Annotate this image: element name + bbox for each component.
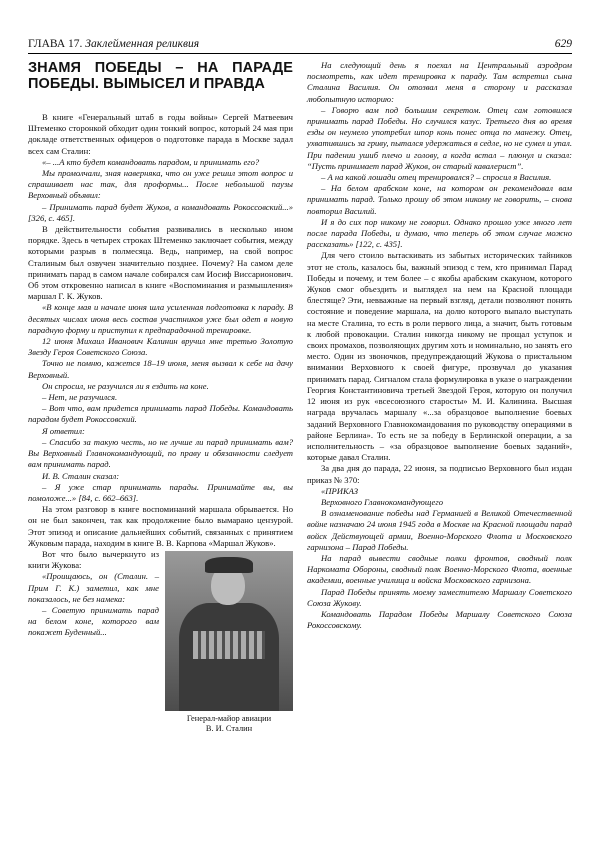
paragraph: За два дня до парада, 22 июня, за подписью Верховного был издан приказ № 370: — [307, 463, 572, 485]
photo-caption — [165, 714, 293, 735]
article-title: ЗНАМЯ ПОБЕДЫ – НА ПАРАДЕ ПОБЕДЫ. ВЫМЫСЕЛ И ПРАВДА — [28, 60, 293, 92]
paragraph: «– ...А кто будет командовать парадом, и принимать его? — [42, 156, 260, 167]
paragraph: И я до сих пор никому не говорил. Однако прошло уже много лет после парада Победы, и думаю, что теперь об этом случае можно рассказать» [122, с. 435]. — [307, 216, 572, 250]
chapter-title: Заклейменная реликвия — [85, 38, 200, 50]
left-column — [28, 60, 293, 737]
paragraph: – На белом арабском коне, на котором он рекомендовал вам принимать парад. Только прошу об этом никому не говорить, – снова повторил Василий. — [307, 183, 572, 216]
paragraph: И. В. Сталин сказал: — [42, 470, 120, 481]
paragraph: В ознаменование победы над Германией в Великой Отечественной войне назначаю 24 июня 1945 года в Москве на Красной площади парад войск Действующей армии, Военно-Морского Флота и Московского гарнизона – Парад Победы. — [307, 508, 572, 552]
paragraph: Точно не помню, кажется 18–19 июня, меня вызвал к себе на дачу Верховный. — [28, 358, 293, 380]
running-head — [28, 38, 199, 50]
page-number: 629 — [554, 38, 572, 50]
page-header — [28, 37, 572, 54]
portrait-photo — [165, 551, 293, 711]
paragraph: «В конце мая и начале июня шла усиленная подготовка к параду. В десятых числах июня весь состав участников уже был одет в новую парадную форму и приступил к предпарадочной тренировке. — [28, 302, 293, 335]
paragraph: «ПРИКАЗ — [321, 485, 359, 496]
paragraph: Командовать Парадом Победы Маршалу Советского Союза Рокоссовскому. — [307, 608, 572, 631]
paragraph: Верховного Главнокомандующего — [321, 496, 444, 507]
caption-line: В. И. Сталин — [205, 724, 253, 734]
paragraph: Для чего стоило вытаскивать из забытых исторических тайников этот не столь, казалось бы, важный эпизод с тем, кто принимал Парад Победы и почему, и тем более – с якобы арабским скакуном, которого Жуков смог объездить и выглядел на нем на Красной площади блестяще? Эти, невважные на первый взгляд, детали позволяют понять состояние и поведение маршала, на долю которого выпало выступать на месте Сталина, то есть в роли первого лица, а значит, быть готовым к любой провокации. Сталин никогда никому не прощал уступок и своих промахов, позволяющих другим хоть и номинально, но занять его место. Один из звоночков, предупреждающий Жукова о пристальном внимании Верховного к своей фигуре, прозвучал до указания принимать парад. Сигналом стала формулировка в указе о награждении Георгия Константиновича третьей Звездой Героя, которую он получил 12 июня из рук «всесоюзного старосты» М. И. Калинина. Высшая награда вручалась маршалу «...за образцовое выполнение боевых заданий Верховного Главнокомандования по руководству операциями в районе Берлина». То есть не за победу в Берлинской операции, а за исполнительность – «за образцовое выполнение боевых заданий», которые давал Сталин. — [307, 250, 572, 463]
right-column — [307, 60, 572, 631]
paragraph: – Я уже стар принимать парады. Принимайте вы, вы помоложе...» [84, с. 662–663]. — [28, 481, 293, 503]
paragraph: – Принимать парад будет Жуков, а командовать Рокоссовский...» [326, с. 465]. — [28, 201, 293, 223]
paragraph: – Говорю вам под большим секретом. Отец сам готовился принимать парад Победы. Но случился казус. Третьего дня во время езды он неумело употребил шпор конь понес отца по манежу. Отец, ухватившись за гриву, пытался удержаться в седле, но не сумел и упал. При падении ушиб плечо и голову, а когда встал – плюнул и сказал: “Пусть принимает парад Жуков, он старый кавалерист”. — [307, 104, 572, 171]
photo-figure — [165, 551, 293, 735]
caption-line: Генерал-майор авиации — [186, 713, 272, 723]
paragraph: 12 июня Михаил Иванович Калинин вручил мне третью Золотую Звезду Героя Советского Союза. — [28, 336, 293, 358]
paragraph: Парад Победы принять моему заместителю Маршалу Советского Союза Жукову. — [307, 586, 572, 608]
paragraph: В книге «Генеральный штаб в годы войны» Сергей Матвеевич Штеменко сторонкой обходит один тонкий вопрос, который 24 мая при докладе ответственных офицеров о подготовке парада в Москве задал всех сам Сталин: — [28, 112, 293, 156]
paragraph: – Спасибо за такую честь, но не лучше ли парад принимать вам? Вы Верховный Главнокомандующий, по праву и обязанности следует вам принимать парад. — [28, 436, 293, 470]
paragraph: – А на какой лошади отец тренировался? – спросил я Василия. — [321, 172, 552, 183]
paragraph: Он спросил, не разучился ли я ездить на коне. — [42, 380, 209, 391]
paragraph: – Вот что, вам придется принимать парад Победы. Командовать парадом будет Рокоссовский. — [28, 403, 293, 425]
paragraph: На этом разговор в книге воспоминаний маршала обрывается. Но он не был закончен, так как продолжение было вымарано цензурой. Этот эпизод и описание дальнейших событий, связанных с принятием Жуковым парада, находим в книге В. В. Карпова «Маршал Жуков». — [28, 504, 293, 548]
paragraph: На парад вывести сводные полки фронтов, сводный полк Наркомата Обороны, сводный полк Военно-Морского Флота, военные академии, военные училища и войска Московского гарнизона. — [307, 552, 572, 586]
paragraph: Я ответил: — [42, 425, 85, 436]
paragraph: – Нет, не разучился. — [42, 392, 118, 403]
chapter-number: ГЛАВА 17. — [28, 38, 83, 50]
paragraph: – Советую принимать парад на белом коне, которого вам покажет Буденный... — [28, 604, 159, 638]
paragraph: «Проищаюсь, он (Сталин. – Прим Г. К.) заметил, как мне показалось, не без намека: — [28, 571, 159, 604]
paragraph: Вот что было вычеркнуто из книги Жукова: — [28, 548, 159, 571]
paragraph: В действительности события развивались в несколько ином порядке. Здесь в четырех строках Штеменко заключает события, между которыми разрыв в полмесяца. Ведь, например, на свой вопрос Сталиным был озвучен значительно позднее. Почему? На самом деле принимать парад в самом начале собирался сам Иосиф Виссарионович. Об этом откровенно написал в книге «Воспоминания и размышления» маршал Г. К. Жуков. — [28, 224, 293, 302]
paragraph: На следующий день я поехал на Центральный аэродром посмотреть, как идет тренировка к параду. Там встретил сына Сталина Василия. Он отозвал меня в сторону и рассказал любопытную историю: — [307, 60, 572, 104]
paragraph: Мы промолчали, зная наверняка, что он уже решил этот вопрос и спрашивает нас так, для проформы... После небольшой паузы Верховный объявил: — [28, 168, 293, 201]
